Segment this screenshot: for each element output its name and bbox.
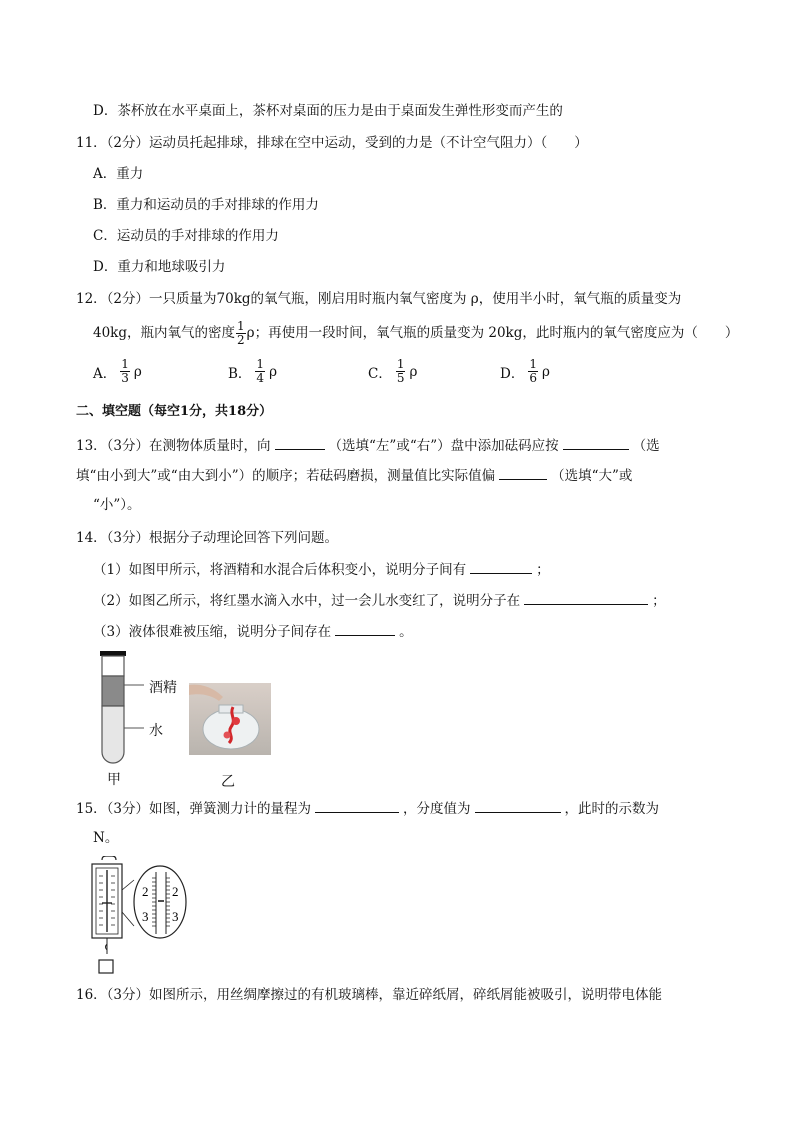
tick-label-2-right: 2 xyxy=(172,884,179,899)
tick-label-3-right: 3 xyxy=(172,909,179,924)
zoom-connector xyxy=(122,880,134,890)
fraction-denominator: 2 xyxy=(237,332,245,347)
red-ink-photo xyxy=(189,683,271,755)
answer-blank[interactable] xyxy=(470,559,532,574)
q12-option-a xyxy=(93,358,142,385)
option-letter: D． xyxy=(500,365,525,382)
zoom-lens xyxy=(134,866,186,938)
fraction-numerator: 1 xyxy=(237,318,245,333)
option-fraction xyxy=(396,358,406,385)
answer-blank[interactable] xyxy=(335,621,395,636)
q14-sub3 xyxy=(93,621,413,642)
q14-sub3-text: （3）液体很难被压缩，说明分子间存在 xyxy=(93,624,332,640)
red-ink-drop xyxy=(224,732,231,739)
option-fraction xyxy=(255,358,265,385)
option-fraction xyxy=(120,358,130,385)
q13-text-1: 13．（3分）在测物体质量时，向 xyxy=(76,438,271,454)
q13-line2 xyxy=(76,465,632,486)
option-unit: ρ xyxy=(269,363,277,380)
hanging-weight xyxy=(99,960,113,973)
option-letter: A． xyxy=(93,365,117,382)
water-label: 水 xyxy=(149,723,163,739)
test-tube-cap xyxy=(100,651,126,656)
q14-sub2-text: （2）如图乙所示，将红墨水滴入水中，过一会儿水变红了，说明分子在 xyxy=(93,593,521,609)
alcohol-layer xyxy=(102,676,124,706)
q12-option-d xyxy=(500,358,550,385)
fraction-numerator: 1 xyxy=(396,357,405,371)
q12-stem-part-a: 40kg，瓶内氧气的密度 xyxy=(93,325,236,341)
q11-option-d: D．重力和地球吸引力 xyxy=(93,259,226,275)
test-tube-empty-part xyxy=(102,656,124,676)
q14-sub1-text: （1）如图甲所示，将酒精和水混合后体积变小，说明分子间有 xyxy=(93,562,467,578)
q13-text-3: （选 xyxy=(632,438,660,454)
answer-blank[interactable] xyxy=(563,435,629,450)
fraction-denominator: 5 xyxy=(396,371,405,385)
option-unit: ρ xyxy=(409,363,418,380)
figure-jia-label: 甲 xyxy=(107,772,121,788)
test-tube-figure xyxy=(92,648,202,788)
fraction-numerator: 1 xyxy=(256,357,265,371)
option-unit: ρ xyxy=(133,363,142,380)
tick-label-3-left: 3 xyxy=(142,909,149,924)
figure-yi-label: 乙 xyxy=(221,774,235,790)
q13-text-5: （选填“大”或 xyxy=(551,468,633,484)
q15-text-1: 15．（3分）如图，弹簧测力计的量程为 xyxy=(76,801,312,817)
q15-text-3: ，此时的示数为 xyxy=(564,801,660,817)
q15-line1 xyxy=(76,798,659,819)
q12-stem-line2 xyxy=(93,318,738,348)
answer-blank[interactable] xyxy=(275,435,325,450)
q13-text-2: （选填“左”或“右”）盘中添加砝码应按 xyxy=(328,438,559,454)
q10-option-d: D．茶杯放在水平桌面上，茶杯对桌面的压力是由于桌面发生弹性形变而产生的 xyxy=(93,103,563,119)
punctuation: ； xyxy=(536,562,550,578)
fraction-denominator: 6 xyxy=(529,371,537,385)
option-letter: B． xyxy=(228,365,252,382)
q13-line3: “小”）。 xyxy=(93,497,141,513)
q15-line2: N。 xyxy=(93,830,119,846)
zoom-connector xyxy=(122,912,134,926)
scale-hook-top xyxy=(102,856,116,860)
option-unit: ρ xyxy=(541,363,550,380)
option-fraction xyxy=(528,358,538,385)
q12-option-c xyxy=(368,358,417,385)
q11-option-b: B．重力和运动员的手对排球的作用力 xyxy=(93,197,319,213)
alcohol-label: 酒精 xyxy=(149,680,177,696)
q14-stem: 14．（3分）根据分子动理论回答下列问题。 xyxy=(76,530,339,546)
tick-label-2-left: 2 xyxy=(142,884,149,899)
section-title: 二、填空题（每空1分，共18分） xyxy=(76,404,273,419)
punctuation: 。 xyxy=(399,624,413,640)
water-layer xyxy=(102,706,124,763)
fraction-numerator: 1 xyxy=(121,357,129,371)
q16-stem: 16．（3分）如图所示，用丝绸摩擦过的有机玻璃棒，靠近碎纸屑，碎纸屑能被吸引，说明带电体能 xyxy=(76,987,663,1003)
q13-text-4: 填“由小到大”或“由大到小”）的顺序；若砝码磨损，测量值比实际值偏 xyxy=(76,468,496,484)
q11-option-c: C．运动员的手对排球的作用力 xyxy=(93,228,279,244)
fraction-denominator: 3 xyxy=(121,371,129,385)
q12-stem-part-b: ρ；再使用一段时间，氧气瓶的质量变为 20kg，此时瓶内的氧气密度应为（ ） xyxy=(246,325,739,341)
punctuation: ； xyxy=(652,593,666,609)
q12-stem-fraction xyxy=(236,320,246,347)
q11-stem: 11．（2分）运动员托起排球，排球在空中运动，受到的力是（不计空气阻力）（ ） xyxy=(76,135,588,151)
q13-line1 xyxy=(76,435,660,456)
q11-option-a: A．重力 xyxy=(93,166,144,182)
q12-option-b xyxy=(228,358,277,385)
q15-text-2: ，分度值为 xyxy=(403,801,471,817)
answer-blank[interactable] xyxy=(524,590,648,605)
fraction-numerator: 1 xyxy=(529,357,537,371)
q14-sub2 xyxy=(93,590,666,611)
fraction-denominator: 4 xyxy=(256,371,265,385)
answer-blank[interactable] xyxy=(315,798,399,813)
option-letter: C． xyxy=(368,365,392,382)
red-ink-drop xyxy=(232,717,240,725)
answer-blank[interactable] xyxy=(499,465,547,480)
q14-sub1 xyxy=(93,559,550,580)
q12-stem-line1: 12．（2分）一只质量为70kg的氧气瓶，刚启用时瓶内氧气密度为 ρ，使用半小时，氧气瓶的质量变为 xyxy=(76,291,682,307)
spring-scale-figure xyxy=(86,856,206,976)
answer-blank[interactable] xyxy=(475,798,561,813)
